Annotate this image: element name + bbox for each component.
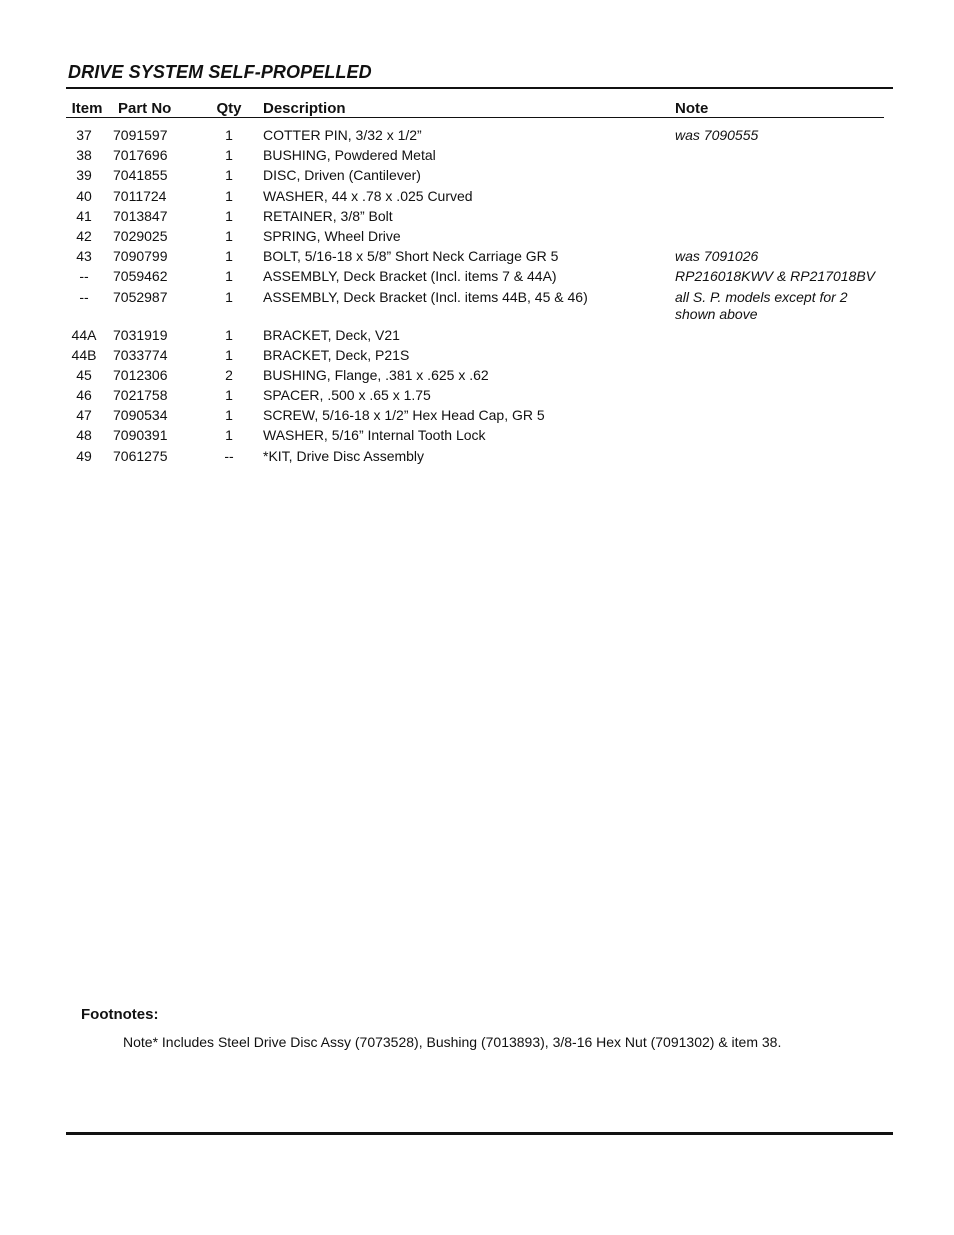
table-row [0, 268, 954, 288]
table-row [0, 147, 954, 167]
table-row [0, 188, 954, 208]
cell-part-no: 7061275 [113, 447, 168, 464]
cell-description: BOLT, 5/16-18 x 5/8” Short Neck Carriage GR 5 [263, 248, 559, 265]
table-row [0, 248, 954, 268]
table-row [0, 208, 954, 228]
cell-qty: 1 [225, 427, 233, 444]
cell-qty: 1 [225, 187, 233, 204]
cell-item: 38 [76, 147, 92, 164]
cell-description: DISC, Driven (Cantilever) [263, 167, 421, 184]
cell-part-no: 7090534 [113, 407, 168, 424]
table-row [0, 448, 954, 468]
cell-item: -- [79, 288, 89, 305]
cell-qty: 1 [225, 207, 233, 224]
cell-part-no: 7090391 [113, 427, 168, 444]
header-item: Item [71, 100, 103, 117]
cell-description: ASSEMBLY, Deck Bracket (Incl. items 7 & 44A) [263, 268, 557, 285]
cell-item: 48 [76, 427, 92, 444]
cell-part-no: 7033774 [113, 346, 168, 363]
cell-qty: 1 [225, 248, 233, 265]
cell-item: 41 [76, 207, 92, 224]
cell-part-no: 7011724 [113, 187, 167, 204]
cell-item: 44B [71, 346, 97, 363]
cell-description: BUSHING, Powdered Metal [263, 147, 436, 164]
cell-part-no: 7052987 [113, 288, 168, 305]
cell-description: SCREW, 5/16-18 x 1/2” Hex Head Cap, GR 5 [263, 407, 545, 424]
cell-item: 45 [76, 366, 92, 383]
cell-item: 49 [76, 447, 92, 464]
cell-item: 40 [76, 187, 92, 204]
cell-description: COTTER PIN, 3/32 x 1/2” [263, 127, 422, 143]
cell-item: 42 [76, 227, 92, 244]
cell-item: 37 [76, 127, 92, 143]
cell-description: WASHER, 5/16” Internal Tooth Lock [263, 427, 486, 444]
title-divider [66, 87, 893, 89]
cell-item: 46 [76, 387, 92, 404]
cell-item: 39 [76, 167, 92, 184]
table-row [0, 367, 954, 387]
cell-part-no: 7017696 [113, 147, 168, 164]
cell-part-no: 7041855 [113, 167, 168, 184]
cell-qty: 1 [225, 127, 233, 143]
footnotes-title: Footnotes: [81, 1006, 159, 1023]
table-row [0, 407, 954, 427]
cell-description: RETAINER, 3/8” Bolt [263, 207, 393, 224]
cell-description: BUSHING, Flange, .381 x .625 x .62 [263, 366, 489, 383]
header-part-no: Part No [118, 100, 172, 117]
cell-description: SPACER, .500 x .65 x 1.75 [263, 387, 431, 404]
cell-part-no: 7091597 [113, 127, 168, 143]
cell-item: 44A [71, 326, 97, 343]
table-header [0, 100, 954, 118]
cell-qty: 1 [225, 387, 233, 404]
cell-description: SPRING, Wheel Drive [263, 227, 401, 244]
cell-qty: 1 [225, 288, 233, 305]
cell-note: was 7090555 [675, 127, 759, 143]
cell-qty: 2 [225, 366, 233, 383]
cell-part-no: 7031919 [113, 326, 168, 343]
table-row [0, 167, 954, 187]
cell-qty: 1 [225, 147, 233, 164]
parts-table [0, 127, 954, 468]
footnote-text: Note* Includes Steel Drive Disc Assy (7073528), Bushing (7013893), 3/8-16 Hex Nut (7091302) & item 38. [123, 1034, 782, 1050]
header-qty: Qty [216, 100, 242, 117]
cell-item: 43 [76, 248, 92, 265]
table-row [0, 387, 954, 407]
cell-part-no: 7090799 [113, 248, 168, 265]
cell-part-no: 7012306 [113, 366, 168, 383]
bottom-divider [66, 1132, 893, 1135]
page-title: DRIVE SYSTEM SELF-PROPELLED [68, 62, 372, 82]
cell-qty: 1 [225, 346, 233, 363]
header-note: Note [675, 100, 709, 117]
cell-qty: 1 [225, 167, 233, 184]
cell-qty: 1 [225, 268, 233, 285]
cell-item: -- [79, 268, 89, 285]
cell-note: RP216018KWV & RP217018BV [675, 268, 876, 285]
table-row [0, 127, 954, 147]
cell-item: 47 [76, 407, 92, 424]
cell-note: was 7091026 [675, 248, 759, 265]
header-description: Description [263, 100, 346, 117]
table-row [0, 327, 954, 347]
cell-description: ASSEMBLY, Deck Bracket (Incl. items 44B, 45 & 46) [263, 288, 588, 305]
cell-description: BRACKET, Deck, V21 [263, 326, 400, 343]
cell-qty: -- [224, 447, 234, 464]
cell-qty: 1 [225, 227, 233, 244]
table-row [0, 228, 954, 248]
cell-qty: 1 [225, 326, 233, 343]
cell-part-no: 7013847 [113, 207, 168, 224]
cell-description: WASHER, 44 x .78 x .025 Curved [263, 187, 473, 204]
cell-part-no: 7059462 [113, 268, 168, 285]
cell-description: BRACKET, Deck, P21S [263, 346, 410, 363]
table-row [0, 427, 954, 447]
table-row [0, 347, 954, 367]
cell-part-no: 7021758 [113, 387, 168, 404]
header-divider [66, 117, 884, 118]
table-row [0, 289, 954, 327]
cell-part-no: 7029025 [113, 227, 168, 244]
cell-qty: 1 [225, 407, 233, 424]
cell-description: *KIT, Drive Disc Assembly [263, 447, 425, 464]
cell-note: all S. P. models except for 2 shown above [675, 288, 848, 322]
